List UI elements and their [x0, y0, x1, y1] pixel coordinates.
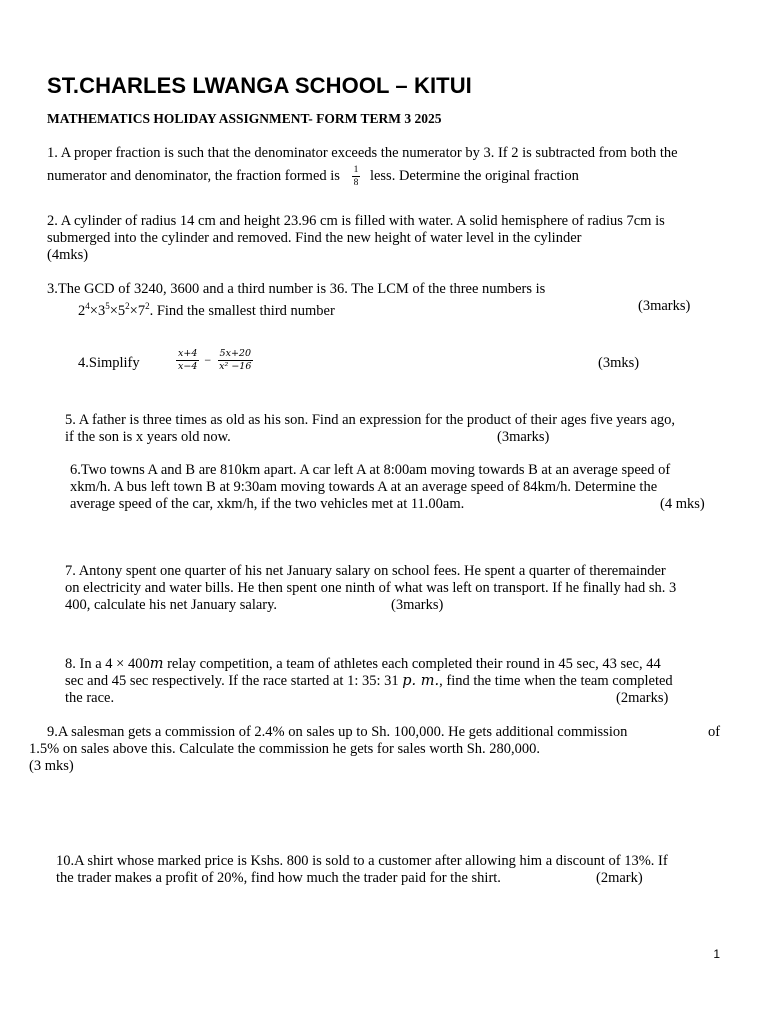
- question-6: [70, 462, 670, 513]
- q5-marks: (3marks): [497, 429, 550, 445]
- q9-line-2: 1.5% on sales above this. Calculate the commission he gets for sales worth Sh. 280,000.: [29, 741, 541, 757]
- q10-line-1: 10.A shirt whose marked price is Kshs. 800 is sold to a customer after allowing him a discount of 13%. If: [56, 853, 668, 869]
- q3-line-2-text: . Find the smallest third number: [149, 302, 335, 319]
- q3-lcm-exp-3: 2: [125, 301, 130, 311]
- q8-marks: (2marks): [616, 690, 669, 706]
- q1-line-1: 1. A proper fraction is such that the denominator exceeds the numerator by 3. If 2 is subtracted from both the: [47, 145, 678, 161]
- q9-line-1-of: of: [708, 724, 721, 740]
- q3-times-1: ×: [89, 302, 98, 319]
- q4-fraction-1-numerator: x+4: [178, 348, 198, 359]
- q1-line-2-start: numerator and denominator, the fraction formed is: [47, 167, 340, 184]
- q4-fraction-1-denominator: x−4: [178, 361, 198, 372]
- assignment-title: MATHEMATICS HOLIDAY ASSIGNMENT- FORM TERM 3 2025: [47, 111, 442, 126]
- q2-marks: (4mks): [47, 247, 89, 263]
- q4-fraction-2-denominator: x² −16: [219, 361, 252, 372]
- question-5: [65, 412, 675, 446]
- q3-times-2: ×: [109, 302, 118, 319]
- q8-pm: p. m.: [402, 673, 440, 689]
- question-2: [47, 213, 665, 264]
- q3-lcm-exp-2: 5: [105, 301, 110, 311]
- q6-marks: (4 mks): [660, 496, 705, 512]
- q1-fraction-denominator: 8: [353, 178, 359, 188]
- q3-lcm-base-3: 5: [117, 302, 126, 319]
- q3-line-2: [78, 298, 335, 320]
- q3-lcm-expression: [78, 303, 150, 319]
- q3-times-3: ×: [129, 302, 138, 319]
- q8-line-2-start: sec and 45 sec respectively. If the race started at 1: 35: 31: [65, 673, 403, 689]
- q3-marks: (3marks): [638, 298, 691, 314]
- q3-lcm-base-1: 2: [78, 302, 86, 319]
- q9-marks: (3 mks): [29, 758, 74, 774]
- q1-line-2: [47, 165, 678, 188]
- q8-line-3: the race.: [65, 690, 115, 706]
- q8-line-1-end: relay competition, a team of athletes each completed their round in 45 sec, 43 sec, 44: [163, 656, 661, 672]
- q4-marks: (3mks): [598, 355, 640, 371]
- question-8: [65, 656, 673, 707]
- page-number: 1: [713, 947, 720, 961]
- q7-line-2: on electricity and water bills. He then spent one ninth of what was left on transport. If he finally had sh. 3: [65, 580, 677, 596]
- q6-line-3: average speed of the car, xkm/h, if the two vehicles met at 11.00am.: [70, 496, 465, 512]
- q1-fraction: [352, 165, 361, 188]
- q7-line-3: 400, calculate his net January salary.: [65, 597, 278, 613]
- q10-marks: (2mark): [596, 870, 643, 886]
- q5-line-1: 5. A father is three times as old as his son. Find an expression for the product of their ages five years ago,: [65, 412, 676, 428]
- q6-line-2: xkm/h. A bus left town B at 9:30am moving towards A at an average speed of 84km/h. Determine the: [70, 479, 658, 495]
- question-10: [56, 853, 668, 887]
- q8-line-1: [65, 656, 673, 673]
- q7-marks: (3marks): [391, 597, 444, 613]
- question-1: [47, 145, 678, 188]
- school-name: ST.CHARLES LWANGA SCHOOL – KITUI: [47, 73, 472, 98]
- q2-line-1: 2. A cylinder of radius 14 cm and height 23.96 cm is filled with water. A solid hemisphere of radius 7cm is: [47, 213, 665, 229]
- q1-fraction-numerator: 1: [353, 165, 359, 175]
- q4-fraction-2: [217, 349, 253, 372]
- q3-lcm-base-4: 7: [137, 302, 146, 319]
- q4-fraction-1: [176, 349, 199, 372]
- q2-line-2: submerged into the cylinder and removed. Find the new height of water level in the cylinder: [47, 230, 582, 246]
- q7-line-1: 7. Antony spent one quarter of his net January salary on school fees. He spent a quarter of theremainder: [65, 563, 666, 579]
- q8-unit-m: m: [149, 656, 164, 672]
- q8-line-2: [65, 673, 673, 690]
- q1-line-2-end: less. Determine the original fraction: [369, 167, 579, 184]
- q3-lcm-exp-4: 2: [145, 301, 150, 311]
- q8-line-1-start: 8. In a 4 × 400: [65, 656, 150, 672]
- q6-line-1: 6.Two towns A and B are 810km apart. A car left A at 8:00am moving towards B at an average speed of: [70, 462, 671, 478]
- q9-line-1: 9.A salesman gets a commission of 2.4% on sales up to Sh. 100,000. He gets additional commission: [47, 724, 628, 740]
- q4-label: 4.Simplify: [78, 355, 140, 371]
- question-7: [65, 563, 676, 614]
- q4-fraction-2-numerator: 5x+20: [219, 348, 251, 359]
- q4-expression: [176, 349, 256, 372]
- q8-line-2-end: , find the time when the team completed: [439, 673, 673, 689]
- q3-lcm-base-2: 3: [97, 302, 106, 319]
- q10-line-2: the trader makes a profit of 20%, find how much the trader paid for the shirt.: [56, 870, 501, 886]
- q3-line-1: 3.The GCD of 3240, 3600 and a third number is 36. The LCM of the three numbers is: [47, 281, 546, 297]
- q5-line-2: if the son is x years old now.: [65, 429, 231, 445]
- q3-lcm-exp-1: 4: [85, 301, 90, 311]
- q4-minus-sign: −: [204, 353, 212, 367]
